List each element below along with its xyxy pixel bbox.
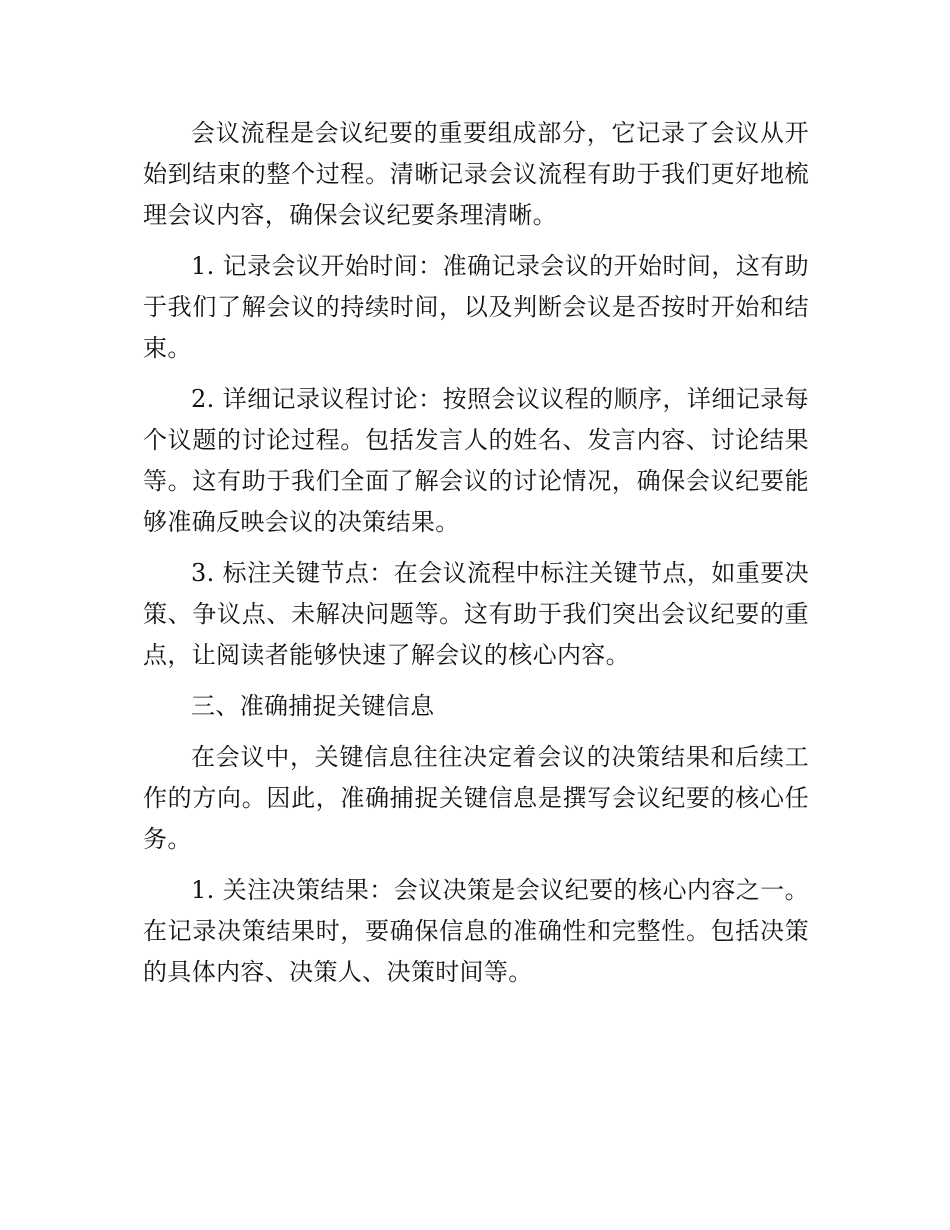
paragraph-record-start-time: 1. 记录会议开始时间：准确记录会议的开始时间，这有助于我们了解会议的持续时间，以及判断会议是否按时开始和结束。 [143,252,809,362]
paragraph-mark-key-points: 3. 标注关键节点：在会议流程中标注关键节点，如重要决策、争议点、未解决问题等。这有助于我们突出会议纪要的重点，让阅读者能够快速了解会议的核心内容。 [143,559,809,669]
paragraph-focus-decision-results: 1. 关注决策结果：会议决策是会议纪要的核心内容之一。在记录决策结果时，要确保信息的准确性和完整性。包括决策的具体内容、决策人、决策时间等。 [143,876,809,986]
paragraph-meeting-process-intro: 会议流程是会议纪要的重要组成部分，它记录了会议从开始到结束的整个过程。清晰记录会议流程有助于我们更好地梳理会议内容，确保会议纪要条理清晰。 [143,119,809,229]
paragraph-key-info-intro: 在会议中，关键信息往往决定着会议的决策结果和后续工作的方向。因此，准确捕捉关键信息是撰写会议纪要的核心任务。 [143,743,809,853]
section-heading-capture-key-info: 三、准确捕捉关键信息 [191,692,435,720]
paragraph-record-agenda-discussion: 2. 详细记录议程讨论：按照会议议程的顺序，详细记录每个议题的讨论过程。包括发言人的姓名、发言内容、讨论结果等。这有助于我们全面了解会议的讨论情况，确保会议纪要能够准确反映会议的决策结果。 [143,385,809,536]
document-body [143,113,809,1003]
